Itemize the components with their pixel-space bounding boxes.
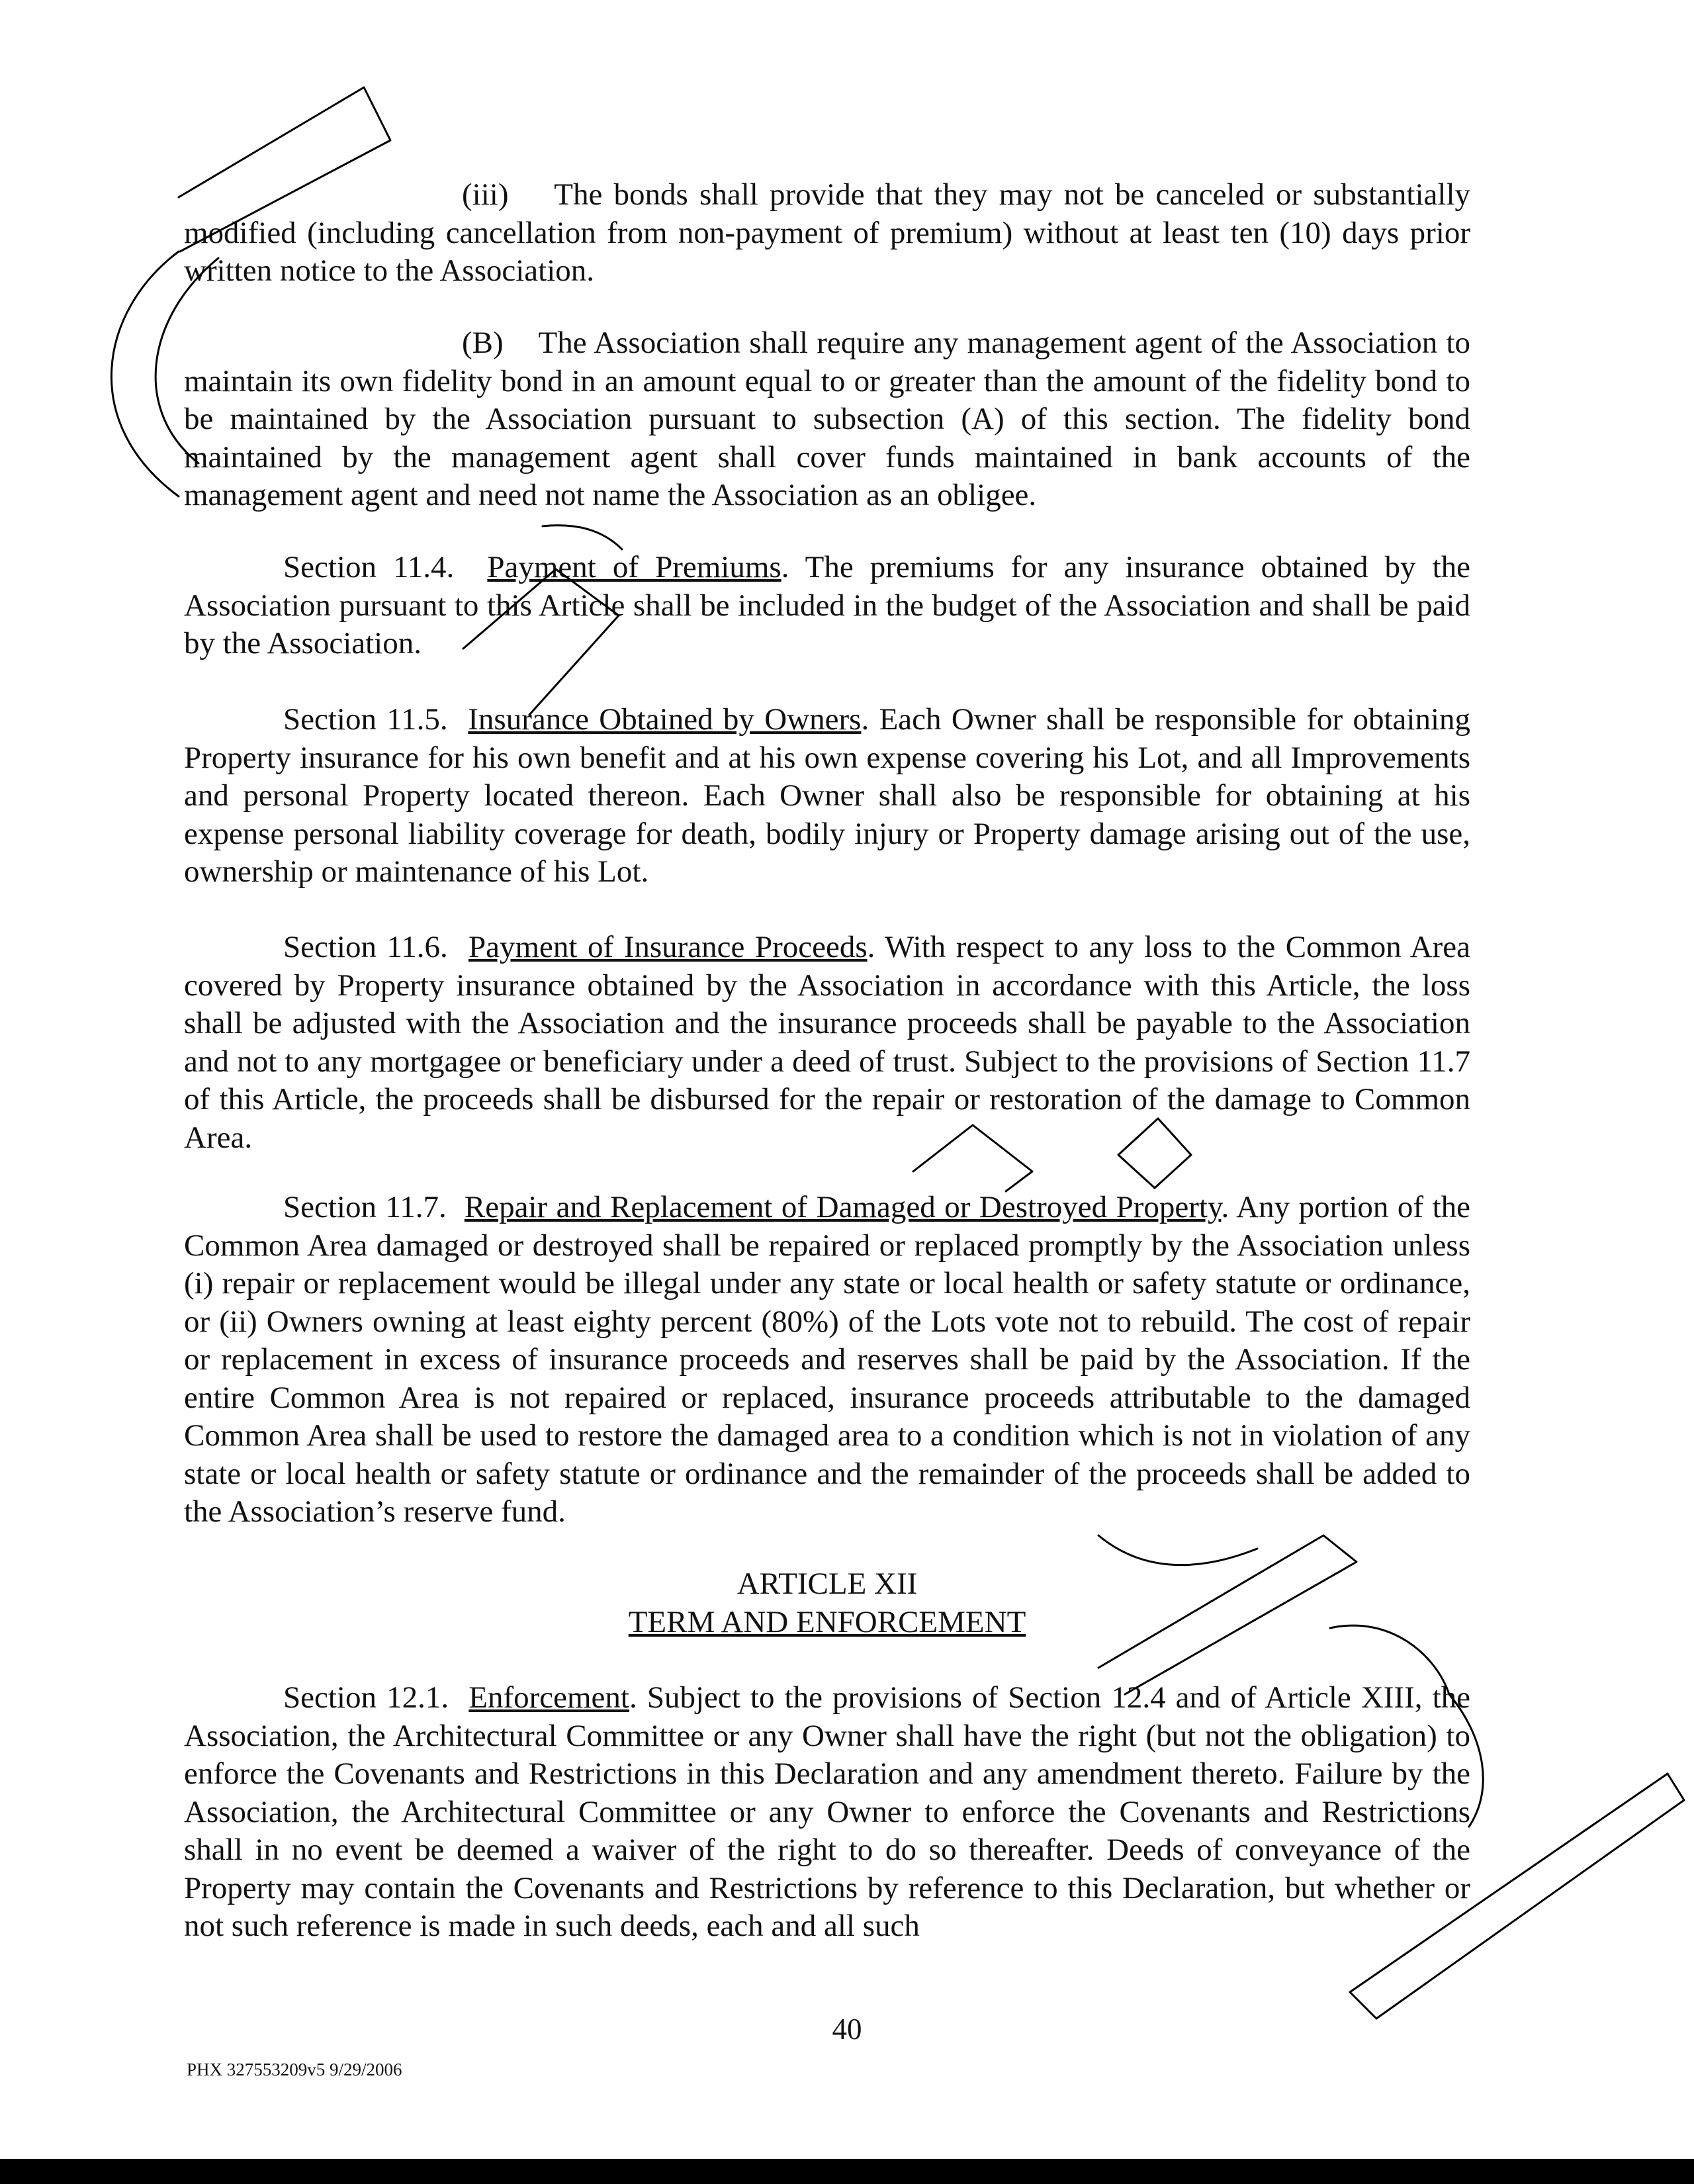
section-11-5-number: Section 11.5. xyxy=(283,702,448,737)
section-11-5-text: . Each Owner shall be responsible for obtaining Property insurance for his own benefit and at his own expense covering his Lot, and all Improvements and personal Property located thereon. Each Owner shall also be responsible for obtaining at his expense personal liability coverage for death, bodily injury or Property damage arising out of the use, ownership or maintenance of his Lot. xyxy=(184,702,1470,889)
middle-slash-mark xyxy=(463,525,622,715)
para-iii-text: The bonds shall provide that they may not be canceled or substantially modified (including cancellation from non-payment of premium) without at least ten (10) days prior written notice to the Association. xyxy=(184,177,1470,288)
article-title-text: TERM AND ENFORCEMENT xyxy=(628,1605,1026,1639)
section-12-1-text: . Subject to the provisions of Section 12.4 and of Article XIII, the Association, the Architectural Committee or any Owner shall have the right (but not the obligation) to enforce the Covenants and Restrictions in this Declaration and any amendment thereto. Failure by the Association, the Architectural Committee or any Owner to enforce the Covenants and Restrictions shall in no event be deemed a waiver of the right to do so thereafter. Deeds of conveyance of the Property may contain the Covenants and Restrictions by reference to this Declaration, but whether or not such reference is made in such deeds, each and all such xyxy=(184,1680,1471,1943)
section-11-7-number: Section 11.7. xyxy=(283,1190,447,1224)
page-bottom-edge xyxy=(0,2159,1694,2184)
section-11-5-title: Insurance Obtained by Owners xyxy=(468,702,862,737)
para-iii-label: (iii) xyxy=(462,177,509,212)
para-b-text: The Association shall require any management agent of the Association to maintain its own fidelity bond in an amount equal to or greater than the amount of the fidelity bond to be maintained by the Association pursuant to subsection (A) of this section. The fidelity bond maintained by the management agent shall cover funds maintained in bank accounts of the management agent and need not name the Association as an obligee. xyxy=(184,326,1470,512)
section-11-4-number: Section 11.4. xyxy=(283,550,455,584)
section-12-1-number: Section 12.1. xyxy=(283,1680,449,1715)
section-11-6-number: Section 11.6. xyxy=(283,930,448,964)
section-11-4-title: Payment of Premiums xyxy=(487,550,781,584)
section-11-7-title: Repair and Replacement of Damaged or Destroyed Property xyxy=(464,1190,1222,1224)
lower-middle-marks xyxy=(913,1118,1357,1694)
document-footer: PHX 327553209v5 9/29/2006 xyxy=(187,2060,402,2079)
page-number: 40 xyxy=(832,2013,862,2046)
section-11-6-text: . With respect to any loss to the Common Area covered by Property insurance obtained by the Association in accordance with this Article, the loss shall be adjusted with the Association and the insurance proceeds shall be payable to the Association and not to any mortgagee or beneficiary under a deed of trust. Subject to the provisions of Section 11.7 of this Article, the proceeds shall be disbursed for the repair or restoration of the damage to Common Area. xyxy=(184,930,1471,1155)
section-11-7-text: . Any portion of the Common Area damaged or destroyed shall be repaired or replaced promptly by the Association unless (i) repair or replacement would be illegal under any state or local health or safety statute or ordinance, or (ii) Owners owning at least eighty percent (80%) of the Lots vote not to rebuild. The cost of repair or replacement in excess of insurance proceeds and reserves shall be paid by the Association. If the entire Common Area is not repaired or replaced, insurance proceeds attributable to the damaged Common Area shall be used to restore the damaged area to a condition which is not in violation of any state or local health or safety statute or ordinance and the remainder of the proceeds shall be added to the Association’s reserve fund. xyxy=(184,1190,1471,1529)
section-11-4-text: . The premiums for any insurance obtained by the Association pursuant to this Article shall be included in the budget of the Association and shall be paid by the Association. xyxy=(184,550,1471,660)
para-b-label: (B) xyxy=(462,326,504,360)
top-left-bracket-mark xyxy=(111,87,390,496)
section-11-6-title: Payment of Insurance Proceeds xyxy=(468,930,868,964)
bottom-right-marks xyxy=(1330,1625,1684,2019)
article-number: ARTICLE XII xyxy=(736,1567,918,1601)
section-12-1-title: Enforcement xyxy=(468,1680,629,1715)
